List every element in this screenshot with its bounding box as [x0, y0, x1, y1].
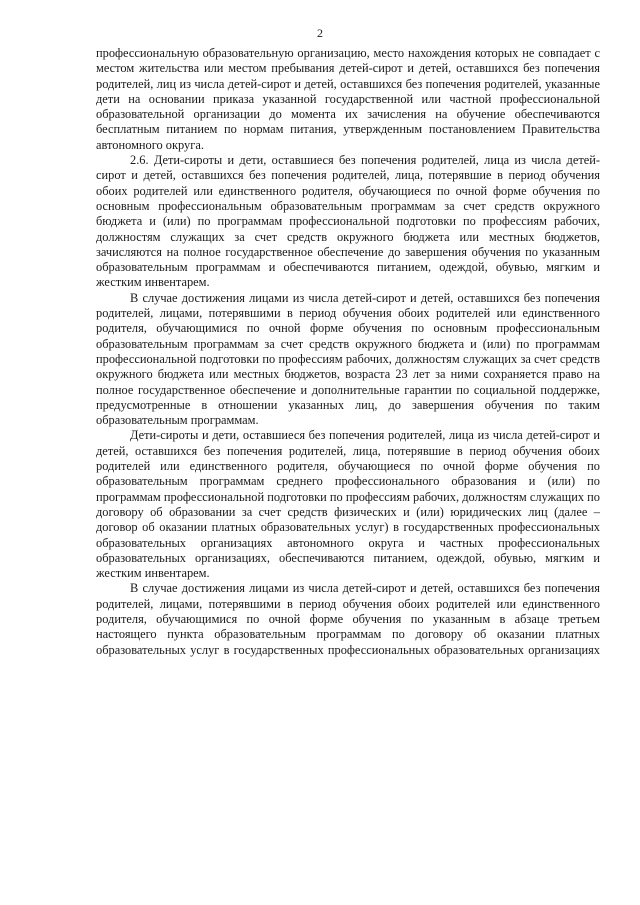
paragraph-2-6: 2.6. Дети-сироты и дети, оставшиеся без попечения родителей, лица из числа детей-сирот и детей, оставшихся без попечения родителей, лица, потерявшие в период обучения обоих родителей или единственного родителя, обучающиеся по очной форме обучения по основным профессиональным образовательным программам за счет средств окружного бюджета и (или) по программам профессиональной подготовки по профессиям рабочих, должностям служащих за счет средств окружного бюджета или местных бюджетов, зачисляются на полное государственное обеспечение до завершения обучения по указанным образовательным программам и обеспечиваются питанием, одеждой, обувью, мягким и жестким инвентарем.	[96, 153, 600, 290]
page-number: 2	[317, 26, 323, 40]
document-body	[96, 46, 600, 658]
paragraph-paid-services: Дети-сироты и дети, оставшиеся без попечения родителей, лица из числа детей-сирот и детей, оставшихся без попечения родителей, лица, потерявшие в период обучения обоих родителей или единственного родителя, обучающиеся по очной форме обучения по образовательным программам среднего профессионального образования и (или) по программам профессиональной подготовки по профессиям рабочих, должностям служащих по договору об образовании за счет средств физических и (или) юридических лиц (далее – договор об оказании платных образовательных услуг) в государственных профессиональных образовательных организациях автономного округа и частных профессиональных образовательных организациях, обеспечиваются питанием, одеждой, обувью, мягким и жестким инвентарем.	[96, 428, 600, 581]
paragraph-age-23: В случае достижения лицами из числа детей-сирот и детей, оставшихся без попечения родителей, лицами, потерявшими в период обучения обоих родителей или единственного родителя, обучающимися по очной форме обучения по основным профессиональным образовательным программам за счет средств окружного бюджета и (или) по программам профессиональной подготовки по профессиям рабочих, должностям служащих за счет средств окружного бюджета или местных бюджетов, возраста 23 лет за ними сохраняется право на полное государственное обеспечение и дополнительные гарантии по социальной поддержке, предусмотренные в отношении указанных лиц, до завершения обучения по таким образовательным программам.	[96, 290, 600, 428]
paragraph-paid-services-age: В случае достижения лицами из числа детей-сирот и детей, оставшихся без попечения родителей, лицами, потерявшими в период обучения обоих родителей или единственного родителя, обучающимися по очной форме обучения по указанным в абзаце третьем настоящего пункта образовательным программам по договору об оказании платных образовательных услуг в государственных профессиональных образовательных организациях	[96, 581, 600, 657]
paragraph-continuation: профессиональную образовательную организацию, место нахождения которых не совпадает с местом жительства или местом пребывания детей-сирот и детей, оставшихся без попечения родителей, лиц из числа детей-сирот и детей, оставшихся без попечения родителей, указанные дети на основании приказа указанной государственной или частной профессиональной образовательной организации до момента их зачисления на обучение обеспечиваются бесплатным питанием по нормам питания, утвержденным постановлением Правительства автономного округа.	[96, 46, 600, 152]
